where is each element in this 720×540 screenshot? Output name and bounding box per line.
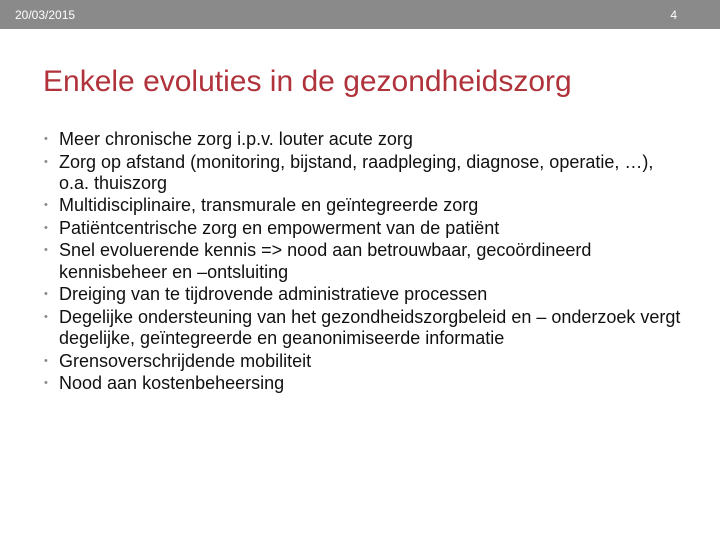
bullet-text: Degelijke ondersteuning van het gezondheidszorgbeleid en – onderzoek vergt degelijke, geïntegreerde en geanonimiseerde informatie [59, 306, 681, 349]
bullet-text: Zorg op afstand (monitoring, bijstand, raadpleging, diagnose, operatie, …), o.a. thuiszorg [59, 151, 654, 193]
list-item [44, 284, 684, 305]
bullet-icon: • [44, 377, 48, 390]
bullet-icon: • [44, 221, 48, 234]
slide-title: Enkele evoluties in de gezondheidszorg [43, 65, 572, 98]
list-item [44, 373, 684, 394]
bullet-text: Patiëntcentrische zorg en empowerment van de patiënt [59, 217, 500, 238]
list-item [44, 152, 684, 195]
slide-page-number: 4 [670, 8, 677, 22]
list-item [44, 351, 684, 372]
list-item [44, 307, 684, 350]
bullet-icon: • [44, 133, 48, 145]
bullet-icon: • [44, 354, 48, 367]
bullet-icon: • [44, 155, 48, 168]
bullet-icon: • [44, 244, 48, 257]
list-item [44, 240, 684, 283]
bullet-list [44, 129, 684, 396]
bullet-icon: • [44, 310, 48, 323]
header-bar [0, 0, 720, 29]
bullet-text: Nood aan kostenbeheersing [59, 373, 285, 394]
bullet-text: Meer chronische zorg i.p.v. louter acute zorg [59, 129, 413, 149]
bullet-icon: • [44, 288, 48, 301]
list-item [44, 129, 684, 150]
list-item [44, 195, 684, 216]
bullet-icon: • [44, 199, 48, 212]
bullet-text: Multidisciplinaire, transmurale en geïntegreerde zorg [59, 195, 479, 216]
slide-date: 20/03/2015 [15, 8, 76, 22]
bullet-text: Dreiging van te tijdrovende administratieve processen [59, 284, 488, 305]
list-item [44, 218, 684, 239]
bullet-text: Grensoverschrijdende mobiliteit [59, 350, 312, 371]
bullet-text: Snel evoluerende kennis => nood aan betrouwbaar, gecoördineerd kennisbeheer en –ontsluiting [59, 240, 592, 282]
